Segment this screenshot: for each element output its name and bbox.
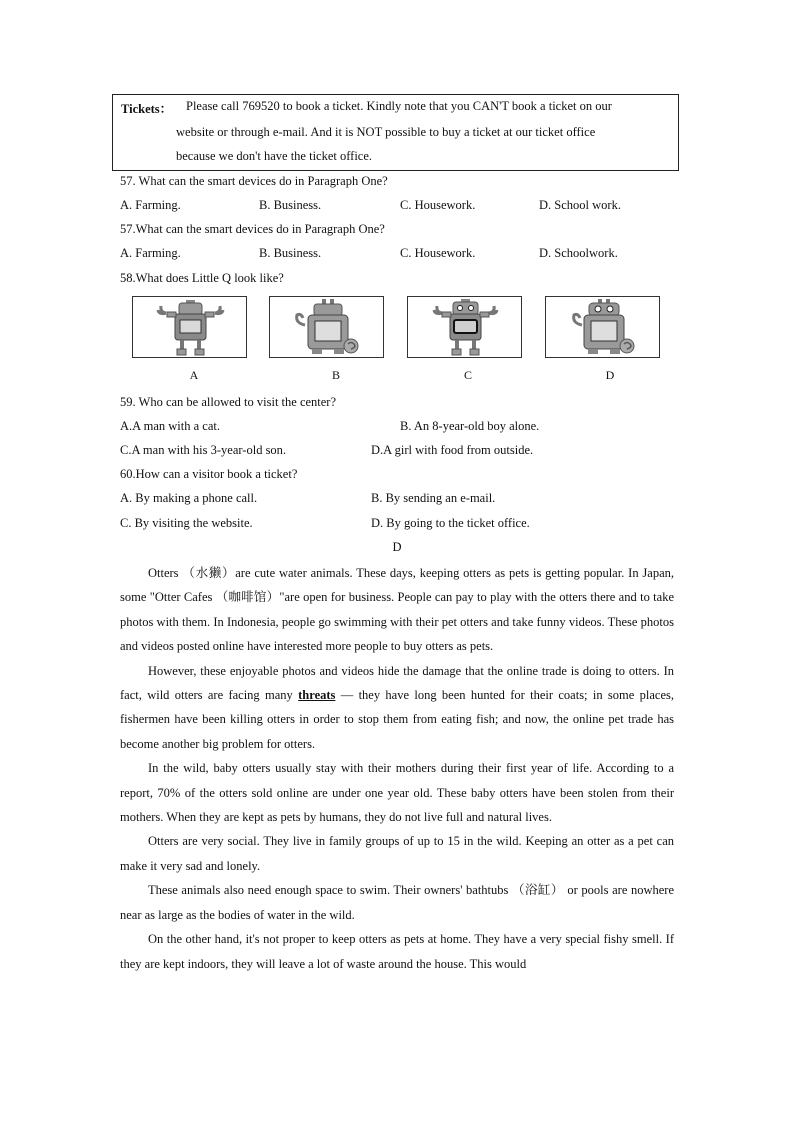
picture-label-b: B (331, 368, 340, 382)
picture-label-d: D (605, 368, 615, 382)
q59-option-c: C.A man with his 3-year-old son. (120, 443, 287, 457)
robot-c-icon (408, 297, 523, 359)
q60-option-b: B. By sending an e-mail. (371, 491, 496, 505)
q57b-option-a: A. Farming. (120, 246, 181, 260)
picture-a (132, 296, 247, 358)
ticket-line-3: because we don't have the ticket office. (176, 149, 373, 163)
picture-b (269, 296, 384, 358)
passage-paragraph-1: Otters （水獭）are cute water animals. These days, keeping otters as pets is getting popular. In Japan, some "Otter Cafes （咖啡馆）"are open for business. People can pay to play with the otters there and to take photos with them. In Indonesia, people go swimming with their pet otters and take funny videos. These photos and videos posted online have interested more people to buy otters as pets. (120, 566, 674, 654)
q59-option-d: D.A girl with food from outside. (371, 443, 534, 457)
q57a-option-a: A. Farming. (120, 198, 181, 212)
picture-c (407, 296, 522, 358)
ticket-line-2: website or through e-mail. And it is NOT possible to buy a ticket at our ticket office (176, 125, 596, 139)
q60-option-d: D. By going to the ticket office. (371, 516, 530, 530)
picture-label-c: C (463, 368, 472, 382)
keyword-threats: threats (298, 688, 336, 703)
passage-paragraph-6: On the other hand, it's not proper to keep otters as pets at home. They have a very special fishy smell. If they are kept indoors, they will leave a lot of waste around the house. This would (120, 932, 674, 971)
q57a-option-c: C. Housework. (400, 198, 476, 212)
passage-d (120, 561, 674, 976)
picture-label-a: A (189, 368, 199, 382)
question-60: 60.How can a visitor book a ticket? (120, 467, 298, 481)
q57b-option-d: D. Schoolwork. (539, 246, 618, 260)
question-57b: 57.What can the smart devices do in Paragraph One? (120, 222, 385, 236)
robot-a-icon (133, 297, 248, 359)
q57a-option-b: B. Business. (259, 198, 322, 212)
ticket-line-1: Please call 769520 to book a ticket. Kindly note that you CAN'T book a ticket on our (186, 99, 612, 113)
question-57a: 57. What can the smart devices do in Paragraph One? (120, 174, 388, 188)
ticket-label: Tickets： (121, 102, 173, 116)
robot-d-icon (546, 297, 661, 359)
section-d-heading: D (392, 540, 402, 554)
picture-d (545, 296, 660, 358)
passage-paragraph-4: Otters are very social. They live in family groups of up to 15 in the wild. Keeping an otter as a pet can make it very sad and lonely. (120, 834, 674, 873)
q57b-option-c: C. Housework. (400, 246, 476, 260)
q59-option-b: B. An 8-year-old boy alone. (400, 419, 540, 433)
passage-paragraph-2 (120, 659, 674, 757)
q57b-option-b: B. Business. (259, 246, 322, 260)
q60-option-c: C. By visiting the website. (120, 516, 253, 530)
passage-paragraph-3: In the wild, baby otters usually stay with their mothers during their first year of life. According to a report, 70% of the otters sold online are under one year old. These baby otters have been stolen from their mothers. When they are kept as pets by humans, they do not live full and natural lives. (120, 761, 674, 825)
paragraph-2-end: — they have long been hunted for their coats; in some places, fishermen have been killing otters in order to stop them from eating fish; and now, the online pet trade has become another big problem for otters. (120, 688, 674, 751)
q57a-option-d: D. School work. (539, 198, 621, 212)
q59-option-a: A.A man with a cat. (120, 419, 220, 433)
question-59: 59. Who can be allowed to visit the center? (120, 395, 337, 409)
question-58: 58.What does Little Q look like? (120, 271, 284, 285)
q60-option-a: A. By making a phone call. (120, 491, 258, 505)
paragraph-2-start: However, these enjoyable photos and videos hide the damage that the online trade is doing to otters. In fact, wild otters are facing many (120, 663, 674, 703)
robot-b-icon (270, 297, 385, 359)
passage-paragraph-5: These animals also need enough space to swim. Their owners' bathtubs （浴缸） or pools are nowhere near as large as the bodies of water in the wild. (120, 883, 674, 922)
ticket-notice-box (112, 94, 679, 171)
